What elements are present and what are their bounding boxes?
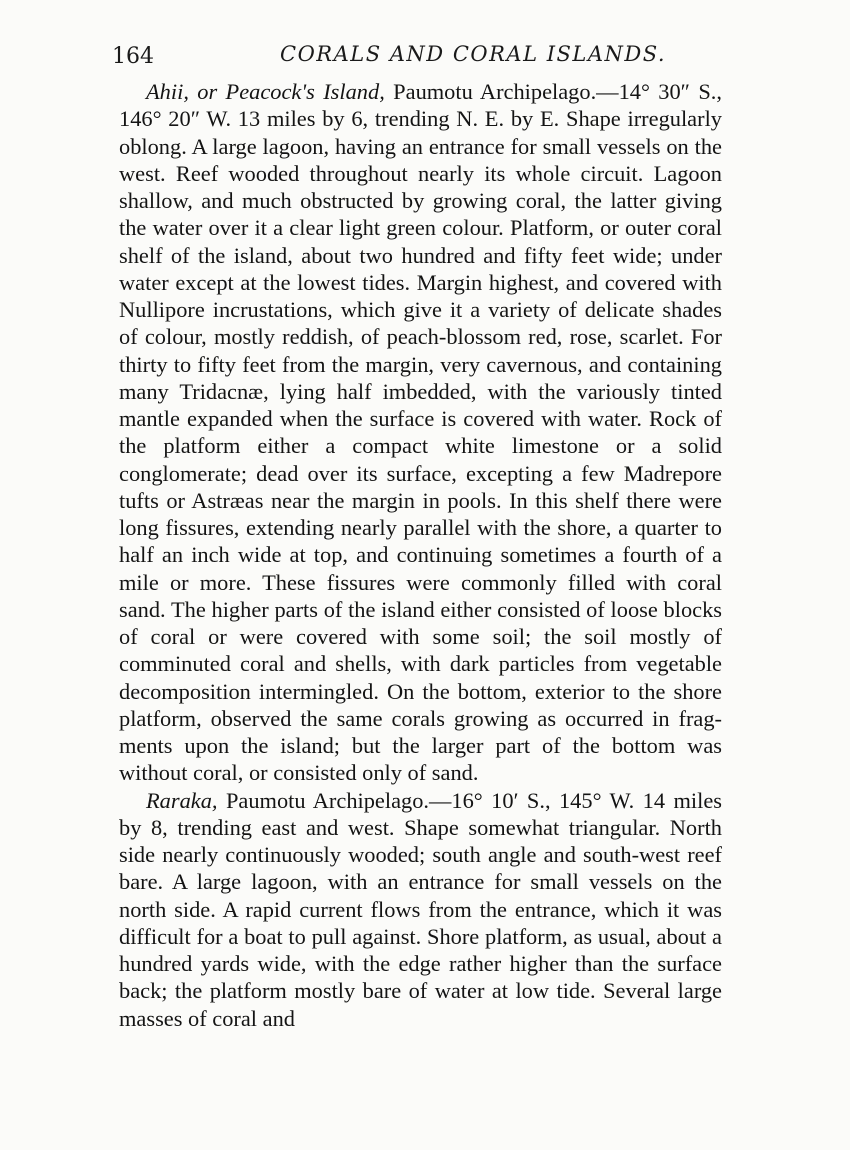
paragraph-ahii	[119, 78, 722, 787]
paragraph-text: Paumotu Archipelago.—16° 10′ S., 145° W. 14 miles by 8, trending east and west. Shape somewhat triangular. North side nearly continuously wooded; south angle and south-west reef bare. A large lagoon, with an entrance for small vessels on the north side. A rapid current flows from the entrance, which it was difficult for a boat to pull against. Shore platform, as usual, about a hundred yards wide, with the edge rather higher than the surface back; the platform mostly bare of water at low tide. Several large masses of coral and	[119, 787, 722, 1031]
page-header	[112, 38, 724, 72]
paragraph-raraka	[119, 787, 722, 1032]
paragraph-text: Paumotu Archipelago.—14° 30″ S., 146° 20″ W. 13 miles by 6, trending N. E. by E. Shape irregularly oblong. A large lagoon, having an entrance for small vessels on the west. Reef wooded throughout nearly its whole circuit. Lagoon shallow, and much obstructed by growing coral, the latter giving the water over it a clear light green colour. Platform, or outer coral shelf of the island, about two hundred and fifty feet wide; under water except at the lowest tides. Margin highest, and covered with Nullipore incrustations, which give it a variety of delicate shades of colour, mostly reddish, of peach-blossom red, rose, scarlet. For thirty to fifty feet from the margin, very cavernous, and containing many Tridacnæ, lying half imbedded, with the variously tinted mantle expanded when the surface is covered with water. Rock of the platform either a compact white limestone or a solid conglomerate; dead over its surface, excepting a few Madrepore tufts or Astræas near the margin in pools. In this shelf there were long fissures, extending nearly parallel with the shore, a quarter to half an inch wide at top, and continuing sometimes a fourth of a mile or more. These fissures were commonly filled with coral sand. The higher parts of the island either consisted of loose blocks of coral or were covered with some soil; the soil mostly of comminuted coral and shells, with dark particles from vegetable decomposition intermingled. On the bottom, exterior to the shore platform, observed the same corals growing as occurred in fragments upon the island; but the larger part of the bottom was without coral, or consisted only of sand.	[119, 79, 722, 786]
place-name: Ahii, or Peacock's Island,	[146, 79, 385, 104]
place-name: Raraka,	[146, 787, 218, 813]
running-head: CORALS AND CORAL ISLANDS.	[280, 42, 667, 66]
page-number: 164	[112, 44, 154, 69]
page-body	[119, 78, 722, 1032]
